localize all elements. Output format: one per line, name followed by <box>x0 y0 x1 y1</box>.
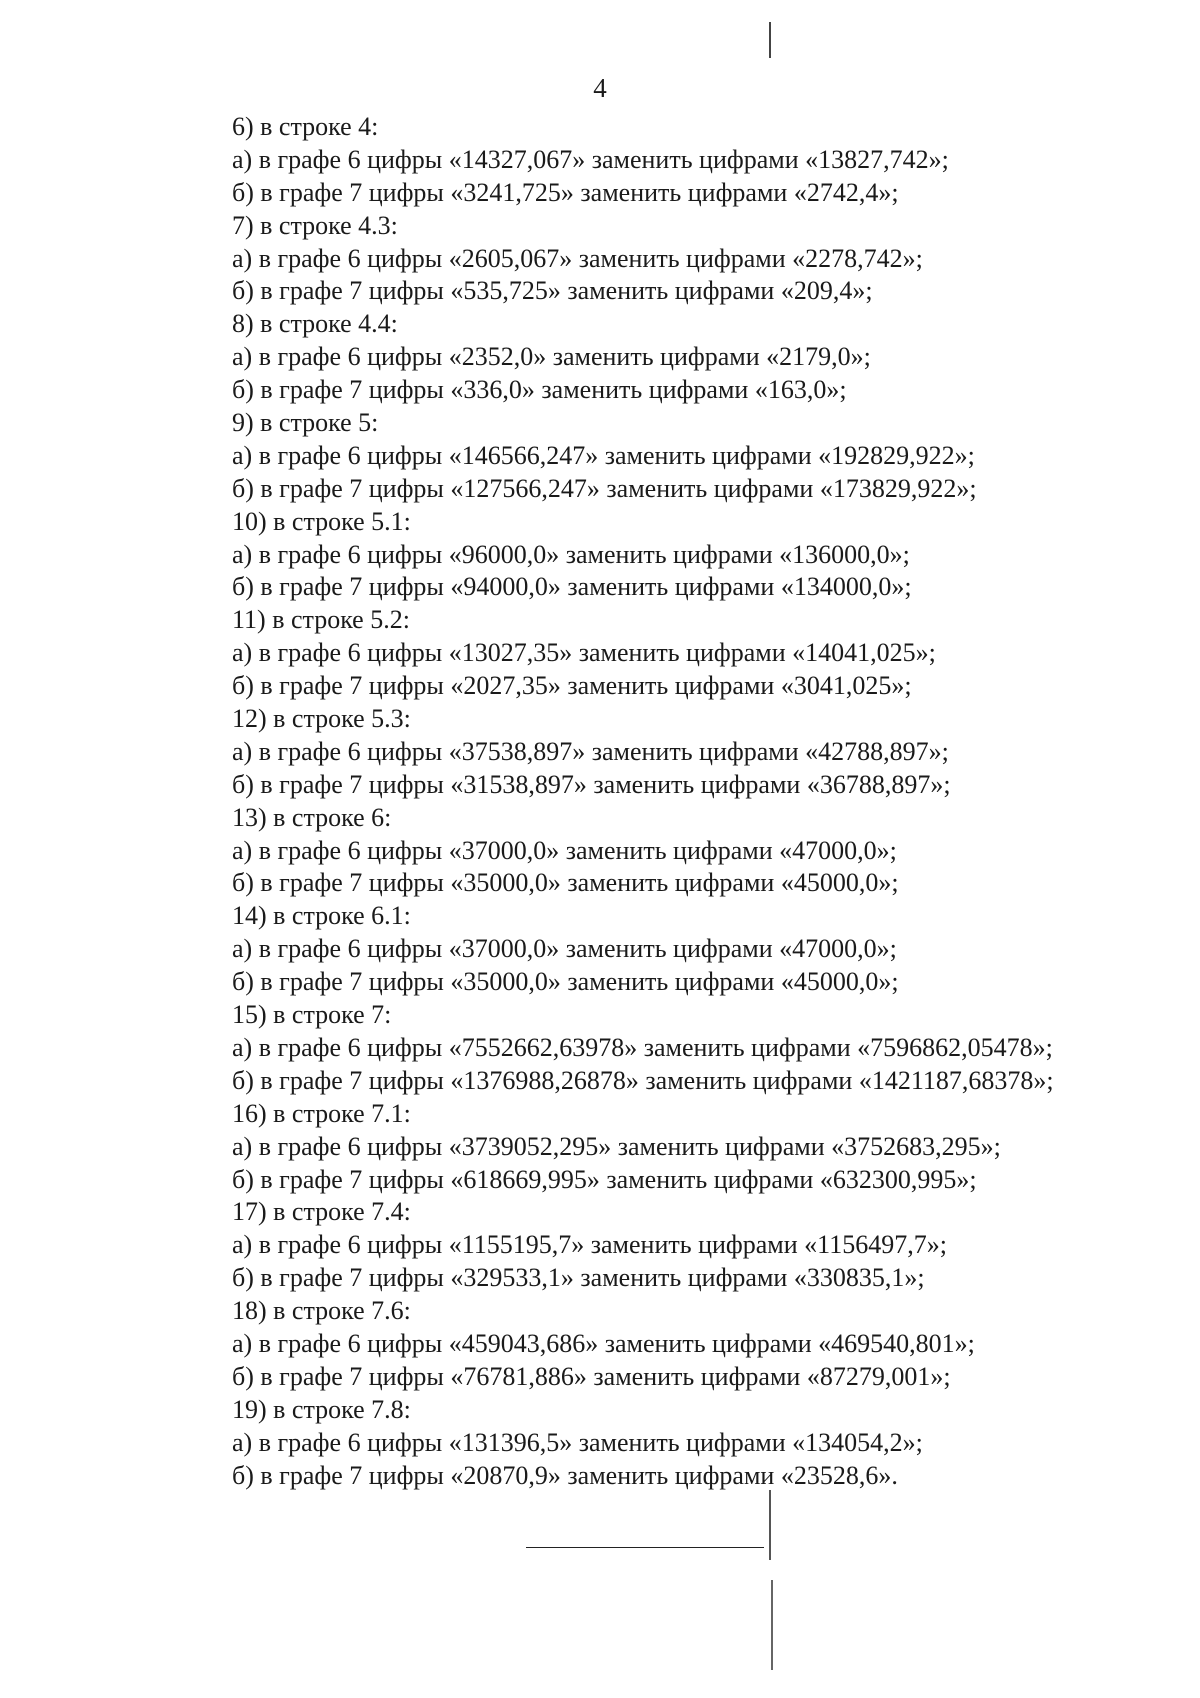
amendment-line: 18) в строке 7.6: <box>232 1296 411 1326</box>
amendment-line: а) в графе 6 цифры «96000,0» заменить цифрами «136000,0»; <box>232 539 910 569</box>
amendment-line: а) в графе 6 цифры «7552662,63978» заменить цифрами «7596862,05478»; <box>232 1032 1053 1062</box>
amendment-line: 10) в строке 5.1: <box>232 506 411 536</box>
amendment-line: а) в графе 6 цифры «1155195,7» заменить цифрами «1156497,7»; <box>232 1230 947 1260</box>
amendment-line: б) в графе 7 цифры «31538,897» заменить цифрами «36788,897»; <box>232 769 951 799</box>
amendment-line: б) в графе 7 цифры «20870,9» заменить цифрами «23528,6». <box>232 1460 898 1490</box>
closing-divider <box>526 1547 764 1548</box>
amendment-line: а) в графе 6 цифры «14327,067» заменить цифрами «13827,742»; <box>232 144 949 174</box>
amendment-line: 6) в строке 4: <box>232 112 379 141</box>
amendment-line: а) в графе 6 цифры «131396,5» заменить цифрами «134054,2»; <box>232 1427 923 1457</box>
amendment-line: 14) в строке 6.1: <box>232 901 411 931</box>
amendment-line: б) в графе 7 цифры «329533,1» заменить цифрами «330835,1»; <box>232 1263 925 1293</box>
amendment-line: а) в графе 6 цифры «37000,0» заменить цифрами «47000,0»; <box>232 835 897 865</box>
amendment-line: б) в графе 7 цифры «35000,0» заменить цифрами «45000,0»; <box>232 868 899 898</box>
amendment-line: б) в графе 7 цифры «1376988,26878» заменить цифрами «1421187,68378»; <box>232 1065 1054 1095</box>
amendment-line: а) в графе 6 цифры «146566,247» заменить цифрами «192829,922»; <box>232 440 975 470</box>
amendment-line: а) в графе 6 цифры «2352,0» заменить цифрами «2179,0»; <box>232 342 871 372</box>
scan-artifact <box>769 22 771 58</box>
amendment-line: а) в графе 6 цифры «37538,897» заменить цифрами «42788,897»; <box>232 736 949 766</box>
amendment-line: а) в графе 6 цифры «3739052,295» заменить цифрами «3752683,295»; <box>232 1131 1001 1161</box>
amendment-line: 7) в строке 4.3: <box>232 210 398 240</box>
amendment-line: 9) в строке 5: <box>232 408 379 438</box>
amendment-line: 17) в строке 7.4: <box>232 1197 411 1227</box>
amendment-line: б) в графе 7 цифры «94000,0» заменить цифрами «134000,0»; <box>232 572 912 602</box>
amendment-line: а) в графе 6 цифры «13027,35» заменить цифрами «14041,025»; <box>232 638 936 668</box>
scan-artifact <box>771 1580 773 1670</box>
amendment-line: 19) в строке 7.8: <box>232 1394 411 1424</box>
amendment-line: 15) в строке 7: <box>232 1000 392 1030</box>
amendment-line: 11) в строке 5.2: <box>232 605 410 635</box>
amendment-line: 8) в строке 4.4: <box>232 309 398 339</box>
amendment-line: б) в графе 7 цифры «336,0» заменить цифрами «163,0»; <box>232 375 847 405</box>
amendment-line: а) в графе 6 цифры «2605,067» заменить цифрами «2278,742»; <box>232 243 923 273</box>
amendment-line: б) в графе 7 цифры «35000,0» заменить цифрами «45000,0»; <box>232 967 899 997</box>
amendment-line: б) в графе 7 цифры «3241,725» заменить цифрами «2742,4»; <box>232 177 899 207</box>
page-number: 4 <box>593 73 607 103</box>
amendment-line: а) в графе 6 цифры «459043,686» заменить цифрами «469540,801»; <box>232 1328 975 1358</box>
amendment-line: б) в графе 7 цифры «535,725» заменить цифрами «209,4»; <box>232 276 873 306</box>
amendment-line: б) в графе 7 цифры «76781,886» заменить цифрами «87279,001»; <box>232 1361 951 1391</box>
amendment-line: а) в графе 6 цифры «37000,0» заменить цифрами «47000,0»; <box>232 934 897 964</box>
amendment-line: б) в графе 7 цифры «127566,247» заменить цифрами «173829,922»; <box>232 473 977 503</box>
amendments-list <box>232 111 1132 1492</box>
amendment-line: б) в графе 7 цифры «618669,995» заменить цифрами «632300,995»; <box>232 1164 977 1194</box>
amendment-line: 16) в строке 7.1: <box>232 1098 411 1128</box>
amendment-line: 13) в строке 6: <box>232 802 392 832</box>
scan-artifact <box>769 1490 771 1560</box>
amendment-line: 12) в строке 5.3: <box>232 704 411 734</box>
amendment-line: б) в графе 7 цифры «2027,35» заменить цифрами «3041,025»; <box>232 671 912 701</box>
